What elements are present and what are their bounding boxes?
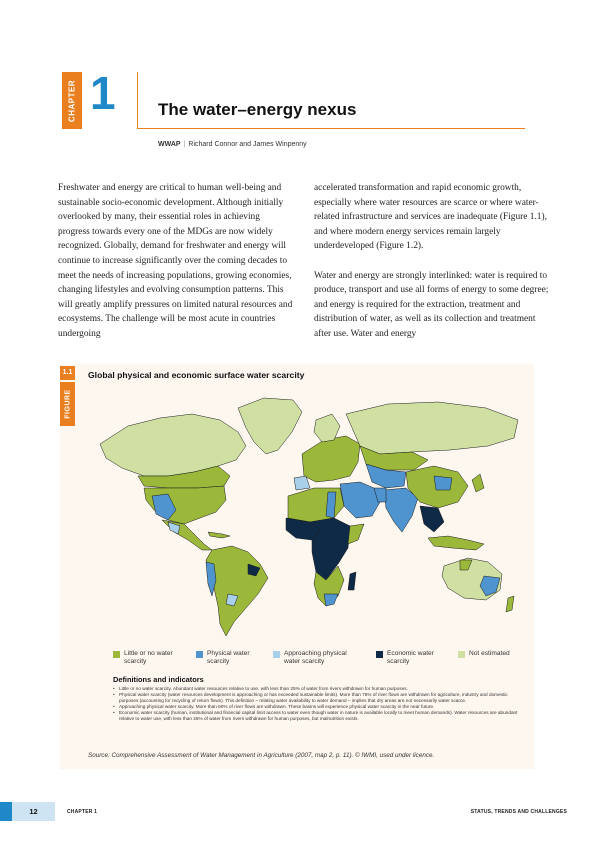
chapter-rule-vertical: [137, 72, 138, 129]
page-number: 12: [29, 807, 38, 816]
map-region-japan: [472, 474, 484, 492]
footer-accent-bar: [0, 802, 12, 821]
body-column-left: [58, 181, 294, 342]
legend-label: Not estimated: [469, 650, 510, 657]
byline-org: WWAP: [158, 141, 181, 148]
map-region-middle-east: [340, 482, 380, 518]
byline-separator: |: [183, 141, 186, 148]
definition-item: • Approaching physical water scarcity. More than 60% of river flows are withdrawn. These basins will experience physical water scarcity in the near future.: [113, 704, 523, 710]
map-region-south-america: [206, 546, 268, 636]
legend-item-approaching-scarcity: [273, 650, 362, 666]
map-region-canada: [100, 414, 246, 476]
map-region-southeast-asia: [420, 506, 444, 532]
figure-tab: [60, 382, 75, 426]
legend-item-physical-scarcity: [196, 650, 257, 666]
figure-source: Source: Comprehensive Assessment of Water Management in Agriculture (2007, map 2, p. 11). © IWMI, used under licence.: [88, 752, 435, 759]
legend-swatch: [376, 651, 383, 658]
byline-authors: Richard Connor and James Winpenny: [188, 141, 307, 148]
map-region-south-africa: [324, 594, 338, 606]
definitions-list: [113, 686, 523, 723]
legend-label: Economic water scarcity: [387, 650, 434, 665]
body-paragraph: Water and energy are strongly interlinked: water is required to produce, transport and use all forms of energy to some degree; and energy is required for the extraction, treatment and distribution of water, as well as its collection and treatment after use. Water and energy: [314, 270, 549, 339]
page-number-box: [12, 802, 55, 821]
legend-swatch: [273, 651, 280, 658]
legend-swatch: [113, 651, 120, 658]
figure-number: 1.1: [60, 366, 75, 380]
legend-label: Little or no water scarcity: [124, 650, 173, 665]
body-paragraph: accelerated transformation and rapid economic growth, especially where water resources are scarce or where water-related infrastructure and services are inadequate (Figure 1.1), and where modern energy services remain largely underdeveloped (Figure 1.2).: [314, 183, 547, 252]
legend-item-not-estimated: [458, 650, 529, 658]
chapter-label: CHAPTER: [67, 79, 77, 122]
footer-section: STATUS, TRENDS AND CHALLENGES: [470, 809, 567, 815]
chapter-rule-horizontal: [137, 128, 525, 129]
map-region-caribbean: [208, 532, 230, 538]
definition-item: • Little or no water scarcity. Abundant water resources relative to use, with less than 25% of water from rivers withdrawn for human purposes.: [113, 686, 523, 692]
legend-label: Physical water scarcity: [207, 650, 250, 665]
map-region-horn-africa: [348, 524, 364, 544]
chapter-title: The water–energy nexus: [158, 100, 357, 119]
map-region-china-north: [434, 476, 452, 490]
map-region-india: [384, 488, 418, 532]
map-region-russia: [346, 402, 518, 454]
map-region-iberia: [294, 476, 310, 490]
body-column-right: [314, 181, 552, 342]
chapter-tab: [62, 72, 82, 129]
legend-swatch: [196, 651, 203, 658]
footer-chapter: CHAPTER 1: [67, 809, 98, 815]
legend-item-little-scarcity: [113, 650, 182, 666]
figure-label: FIGURE: [64, 389, 71, 419]
legend-item-economic-scarcity: [376, 650, 439, 666]
world-water-scarcity-map: [88, 384, 528, 640]
map-region-europe: [302, 436, 360, 482]
legend-label: Approaching physical water scarcity: [284, 650, 347, 665]
definitions-title: Definitions and indicators: [113, 675, 204, 684]
byline: [158, 141, 307, 148]
chapter-number: 1: [90, 67, 116, 119]
map-region-new-zealand: [506, 596, 514, 612]
map-region-indonesia: [428, 536, 484, 550]
map-region-madagascar: [348, 572, 356, 590]
map-legend: [113, 650, 523, 670]
definition-item: • Economic water scarcity (human, institutional and financial capital limit access to water even though water in nature is available locally to meet human demands). Water resources are abundant relative to water use, with less than 25% of water from rivers withdrawn for human purposes, but malnutrition exists.: [113, 710, 523, 722]
figure-title: Global physical and economic surface water scarcity: [88, 370, 305, 380]
map-region-nile: [326, 492, 336, 518]
definition-item: • Physical water scarcity (water resources development is approaching or has exceeded sustainable limits). More than 75% of river flows are withdrawn for agriculture, industry and domestic purposes (accounting for recycling of return flows). This definition – relating water availability to water demand – implies that dry areas are not necessarily water scarce.: [113, 692, 523, 704]
body-paragraph: Freshwater and energy are critical to human well-being and sustainable socio-economic development. Although initially overlooked by many, their essential roles in achieving progress towards every one of the MDGs are now widely recognized. Globally, demand for freshwater and energy will continue to increase significantly over the coming decades to meet the needs of increasing populations, growing economies, changing lifestyles and evolving consumption patterns. This will greatly amplify pressures on limited natural resources and ecosystems. The challenge will be most acute in countries undergoing: [58, 183, 293, 339]
legend-swatch: [458, 651, 465, 658]
map-region-greenland: [238, 398, 302, 454]
